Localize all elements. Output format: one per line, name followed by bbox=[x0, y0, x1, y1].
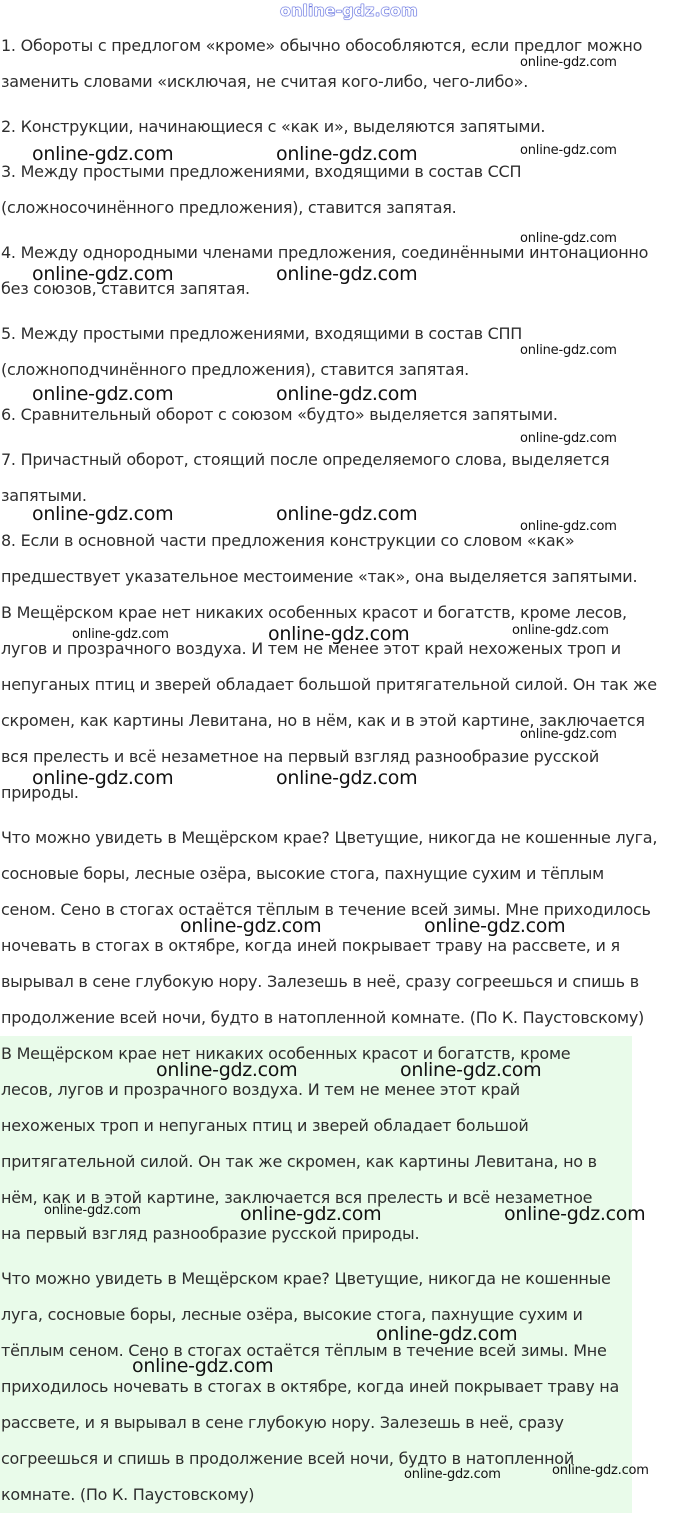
header-watermark: online-gdz.com bbox=[280, 1, 418, 20]
watermark: online-gdz.com bbox=[72, 627, 169, 642]
watermark: online-gdz.com bbox=[520, 231, 617, 246]
watermark: online-gdz.com bbox=[276, 263, 418, 285]
text-line: продолжение всей ночи, будто в натопленной комнате. (По К. Паустовскому) bbox=[1, 1008, 645, 1027]
watermark: online-gdz.com bbox=[520, 343, 617, 358]
watermark: online-gdz.com bbox=[156, 1059, 298, 1081]
watermark: online-gdz.com bbox=[520, 143, 617, 158]
answer-line: нехоженых троп и непуганых птиц и зверей обладает большой bbox=[1, 1116, 529, 1135]
rule-line: запятыми. bbox=[1, 486, 87, 505]
text-line: вырывал в сене глубокую нору. Залезешь в неё, сразу согреешься и спишь в bbox=[1, 972, 639, 991]
text-line: Что можно увидеть в Мещёрском крае? Цветущие, никогда не кошенные луга, bbox=[1, 828, 658, 847]
watermark: online-gdz.com bbox=[276, 383, 418, 405]
text-line: сеном. Сено в стогах остаётся тёплым в течение всей зимы. Мне приходилось bbox=[1, 900, 651, 919]
answer-line: согреешься и спишь в продолжение всей ночи, будто в натопленной bbox=[1, 1449, 574, 1468]
rule-line: 1. Обороты с предлогом «кроме» обычно обособляются, если предлог можно bbox=[1, 36, 643, 55]
watermark: online-gdz.com bbox=[512, 623, 609, 638]
answer-line: притягательной силой. Он так же скромен, как картины Левитана, но в bbox=[1, 1152, 597, 1171]
answer-line: луга, сосновые боры, лесные озёра, высокие стога, пахнущие сухим и bbox=[1, 1305, 583, 1324]
rule-line: 6. Сравнительный оборот с союзом «будто» выделяется запятыми. bbox=[1, 405, 558, 424]
watermark: online-gdz.com bbox=[424, 915, 566, 937]
answer-line: рассвете, и я вырывал в сене глубокую нору. Залезешь в неё, сразу bbox=[1, 1413, 564, 1432]
text-line: непуганых птиц и зверей обладает большой притягательной силой. Он так же bbox=[1, 675, 657, 694]
watermark: online-gdz.com bbox=[520, 55, 617, 70]
watermark: online-gdz.com bbox=[32, 767, 174, 789]
watermark: online-gdz.com bbox=[400, 1059, 542, 1081]
rule-line: заменить словами «исключая, не считая кого-либо, чего-либо». bbox=[1, 72, 529, 91]
answer-line: В Мещёрском крае нет никаких особенных красот и богатств, кроме bbox=[1, 1044, 571, 1063]
watermark: online-gdz.com bbox=[276, 767, 418, 789]
watermark: online-gdz.com bbox=[32, 383, 174, 405]
watermark: online-gdz.com bbox=[132, 1355, 274, 1377]
rule-line: (сложноподчинённого предложения), ставится запятая. bbox=[1, 360, 469, 379]
rule-line: (сложносочинённого предложения), ставится запятая. bbox=[1, 198, 457, 217]
watermark: online-gdz.com bbox=[32, 143, 174, 165]
answer-line: Что можно увидеть в Мещёрском крае? Цветущие, никогда не кошенные bbox=[1, 1269, 611, 1288]
answer-line: лесов, лугов и прозрачного воздуха. И тем не менее этот край bbox=[1, 1080, 520, 1099]
answer-line: приходилось ночевать в стогах в октябре, когда иней покрывает траву на bbox=[1, 1377, 620, 1396]
rule-line: 2. Конструкции, начинающиеся с «как и», выделяются запятыми. bbox=[1, 117, 546, 136]
watermark: online-gdz.com bbox=[376, 1323, 518, 1345]
watermark: online-gdz.com bbox=[520, 727, 617, 742]
watermark: online-gdz.com bbox=[504, 1203, 646, 1225]
answer-line: нём, как и в этой картине, заключается вся прелесть и всё незаметное bbox=[1, 1188, 593, 1207]
watermark: online-gdz.com bbox=[276, 143, 418, 165]
watermark: online-gdz.com bbox=[520, 431, 617, 446]
watermark: online-gdz.com bbox=[180, 915, 322, 937]
rule-line: без союзов, ставится запятая. bbox=[1, 279, 250, 298]
rule-line: предшествует указательное местоимение «так», она выделяется запятыми. bbox=[1, 567, 638, 586]
text-line: скромен, как картины Левитана, но в нём, как и в этой картине, заключается bbox=[1, 711, 645, 730]
rule-line: 8. Если в основной части предложения конструкции со словом «как» bbox=[1, 531, 575, 550]
watermark: online-gdz.com bbox=[240, 1203, 382, 1225]
answer-line: тёплым сеном. Сено в стогах остаётся тёплым в течение всей зимы. Мне bbox=[1, 1341, 607, 1360]
watermark: online-gdz.com bbox=[32, 503, 174, 525]
text-line: сосновые боры, лесные озёра, высокие стога, пахнущие сухим и тёплым bbox=[1, 864, 604, 883]
watermark: online-gdz.com bbox=[44, 1203, 141, 1218]
text-line: В Мещёрском крае нет никаких особенных красот и богатств, кроме лесов, bbox=[1, 603, 627, 622]
text-line: лугов и прозрачного воздуха. И тем не менее этот край нехоженых троп и bbox=[1, 639, 621, 658]
watermark: online-gdz.com bbox=[268, 623, 410, 645]
watermark: online-gdz.com bbox=[520, 519, 617, 534]
text-line: природы. bbox=[1, 783, 79, 802]
watermark: online-gdz.com bbox=[32, 263, 174, 285]
watermark: online-gdz.com bbox=[404, 1467, 501, 1482]
text-line: вся прелесть и всё незаметное на первый взгляд разнообразие русской bbox=[1, 747, 599, 766]
text-line: ночевать в стогах в октябре, когда иней покрывает траву на рассвете, и я bbox=[1, 936, 620, 955]
answer-line: на первый взгляд разнообразие русской природы. bbox=[1, 1224, 420, 1243]
rule-line: 3. Между простыми предложениями, входящими в состав ССП bbox=[1, 162, 522, 181]
rule-line: 4. Между однородными членами предложения, соединёнными интонационно bbox=[1, 243, 649, 262]
watermark: online-gdz.com bbox=[552, 1463, 649, 1478]
answer-line: комнате. (По К. Паустовскому) bbox=[1, 1485, 255, 1504]
rule-line: 7. Причастный оборот, стоящий после определяемого слова, выделяется bbox=[1, 450, 610, 469]
watermark: online-gdz.com bbox=[276, 503, 418, 525]
rule-line: 5. Между простыми предложениями, входящими в состав СПП bbox=[1, 324, 523, 343]
